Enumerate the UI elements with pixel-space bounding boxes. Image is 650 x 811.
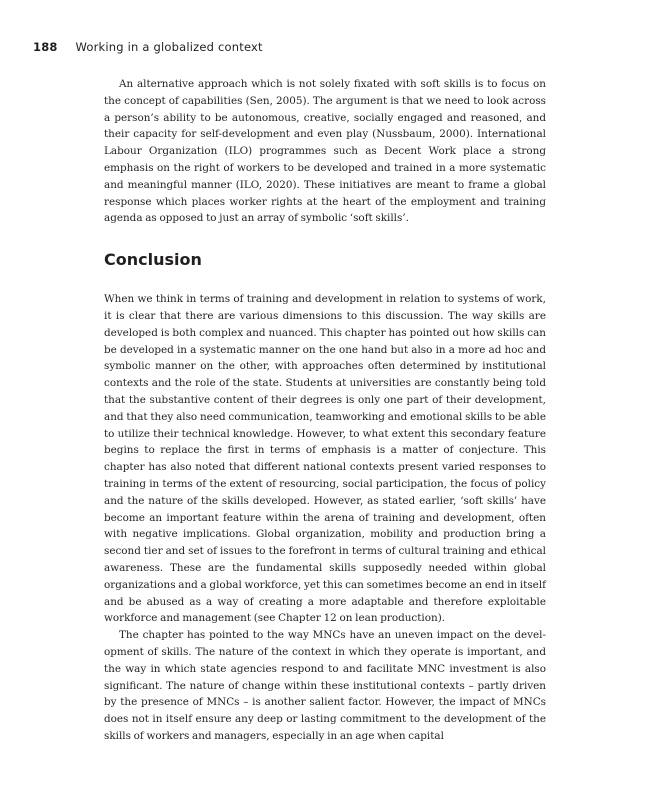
body-paragraph: When we think in terms of training and development in relation to systems of work, it is clear that there are various dimensions to this discussion. The way skills are developed is both complex and nuanced. This chapter has pointed out how skills can be developed in a systematic manner on the one hand but also in a more ad hoc and symbolic manner on the other, with approaches often determined by institutional contexts and the role of the state. Students at universities are constantly being told that the substantive content of their degrees is only one part of their development, and that they also need communication, teamworking and emotional skills to be able to utilize their technical knowledge. However, to what extent this secondary feature begins to replace the first in terms of emphasis is a matter of conjecture. This chapter has also noted that different national contexts present varied responses to training in terms of the extent of resourcing, social participation, the focus of policy and the nature of the skills developed. However, as stated earlier, ‘soft skills’ have become an important feature within the arena of training and development, often with negative implications. Global organization, mobility and production bring a second tier and set of issues to the forefront in terms of cultural training and ethical awareness. These are the fundamental skills supposedly needed within global organizations and a global workforce, yet this can sometimes become an end in itself and be abused as a way of creating a more adaptable and therefore exploitable workforce and management (see Chapter 12 on lean production). [104,293,546,625]
body-paragraph: An alternative approach which is not solely fixated with soft skills is to focus on the concept of capabilities (Sen, 2005). The argument is that we need to look across a person’s ability to be autonomous, creative, socially engaged and reasoned, and their capacity for self-development and even play (Nussbaum, 2000). International Labour Organization (ILO) programmes such as Decent Work place a strong emphasis on the right of workers to be developed and trained in a more systematic and meaningful manner (ILO, 2020). These initiatives are meant to frame a global response which places worker rights at the heart of the employment and training agenda as opposed to just an array of symbolic ‘soft skills’. [104,78,546,225]
page-body [104,76,546,745]
section-heading: Conclusion [104,250,202,270]
body-paragraph: The chapter has pointed to the way MNCs have an uneven impact on the development of skills. The nature of the context in which they operate is important, and the way in which state agencies respond to and facilitate MNC investment is also significant. The nature of change within these institutional contexts – partly driven by the presence of MNCs – is another salient factor. However, the impact of MNCs does not in itself ensure any deep or lasting commitment to the development of the skills of workers and managers, especially in an age when capital [104,629,546,742]
running-title: Working in a globalized context [75,40,263,54]
page-number: 188 [33,40,58,54]
running-header [33,40,263,54]
